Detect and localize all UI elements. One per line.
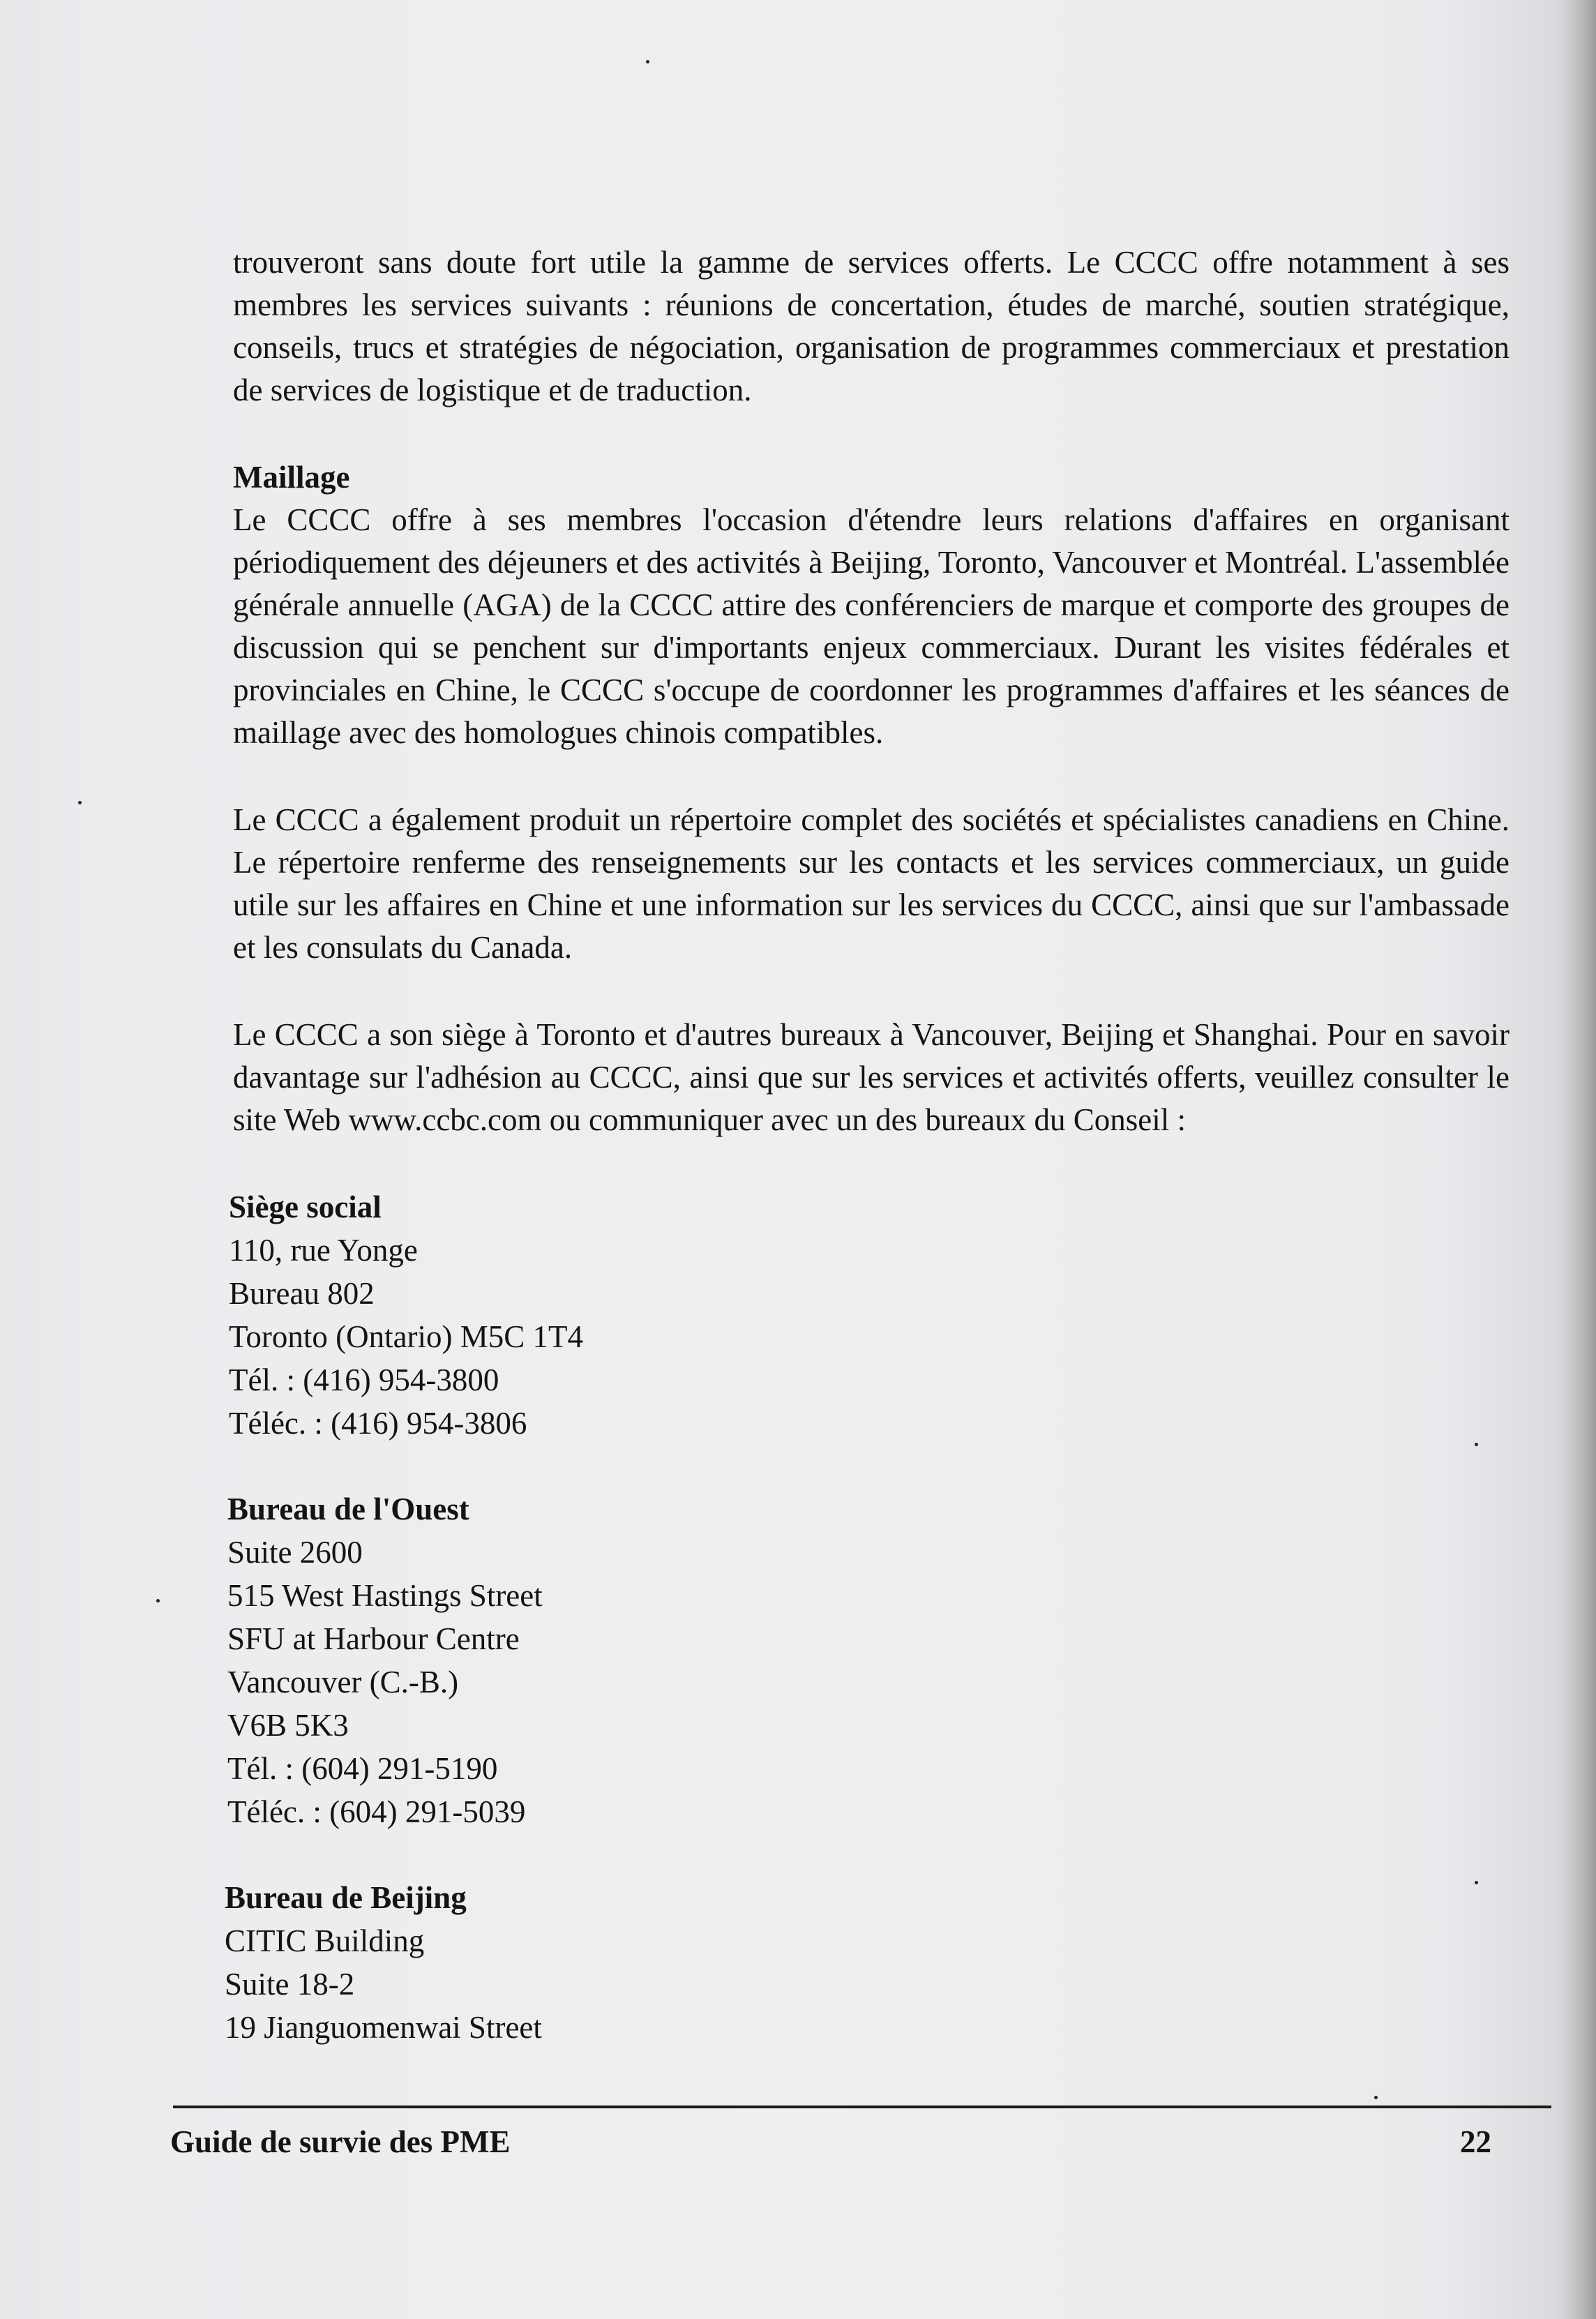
main-content: [225, 241, 1510, 2092]
maillage-section: [233, 456, 1510, 1141]
speck: [1374, 2096, 1378, 2099]
address-line: Bureau 802: [229, 1276, 375, 1311]
address-line: 515 West Hastings Street: [227, 1578, 543, 1613]
intro-paragraph: trouveront sans doute fort utile la gamme de services offerts. Le CCCC offre notamment à ses membres les services suivants : réunions de concertation, études de marché, soutien stratégique, conseils, trucs et stratégies de négociation, organisation de programmes commerciaux et prestation de services de logistique et de traduction.: [233, 245, 1510, 407]
section-heading: Maillage: [233, 460, 350, 495]
office-heading: Bureau de Beijing: [225, 1880, 467, 1915]
address-line: Téléc. : (416) 954-3806: [229, 1406, 527, 1441]
speck: [156, 1599, 160, 1603]
office-heading: Siège social: [229, 1189, 382, 1224]
address-line: Téléc. : (604) 291-5039: [227, 1794, 526, 1829]
page-edge-shadow: [1563, 0, 1596, 2319]
address-line: Tél. : (604) 291-5190: [227, 1751, 498, 1786]
speck: [646, 60, 649, 63]
page-number: 22: [1460, 2124, 1491, 2159]
address-line: Toronto (Ontario) M5C 1T4: [229, 1319, 584, 1354]
address-line: SFU at Harbour Centre: [227, 1621, 520, 1656]
speck: [78, 801, 82, 804]
body-paragraph: Le CCCC a également produit un répertoire complet des sociétés et spécialistes canadiens en Chine. Le répertoire renferme des renseignements sur les contacts et les services commerciaux, un guide utile sur les affaires en Chine et une information sur les services du CCCC, ainsi que sur l'ambassade et les consulats du Canada.: [233, 802, 1510, 965]
address-line: Vancouver (C.-B.): [227, 1665, 459, 1699]
address-line: 110, rue Yonge: [229, 1233, 418, 1268]
address-line: Suite 2600: [227, 1535, 363, 1570]
address-line: CITIC Building: [225, 1923, 425, 1958]
office-heading: Bureau de l'Ouest: [227, 1492, 469, 1526]
address-line: 19 Jianguomenwai Street: [225, 2010, 542, 2045]
office-beijing: [225, 1877, 1510, 2049]
address-line: V6B 5K3: [227, 1708, 349, 1743]
footer-divider: [173, 2106, 1551, 2108]
office-head-office: [229, 1186, 1510, 1445]
footer-title: Guide de survie des PME: [170, 2124, 511, 2159]
body-paragraph: Le CCCC a son siège à Toronto et d'autres bureaux à Vancouver, Beijing et Shanghai. Pour en savoir davantage sur l'adhésion au CCCC, ainsi que sur les services et activités offerts, veuillez consulter le site Web www.ccbc.com ou communiquer avec un des bureaux du Conseil :: [233, 1017, 1510, 1137]
address-line: Suite 18-2: [225, 1967, 355, 2002]
office-west: [227, 1488, 1510, 1833]
body-paragraph: Le CCCC offre à ses membres l'occasion d'étendre leurs relations d'affaires en organisant périodiquement des déjeuners et des activités à Beijing, Toronto, Vancouver et Montréal. L'assemblée générale annuelle (AGA) de la CCCC attire des conférenciers de marque et comporte des groupes de discussion qui se penchent sur d'importants enjeux commerciaux. Durant les visites fédérales et provinciales en Chine, le CCCC s'occupe de coordonner les programmes d'affaires et les séances de maillage avec des homologues chinois compatibles.: [233, 502, 1510, 750]
address-line: Tél. : (416) 954-3800: [229, 1363, 499, 1397]
